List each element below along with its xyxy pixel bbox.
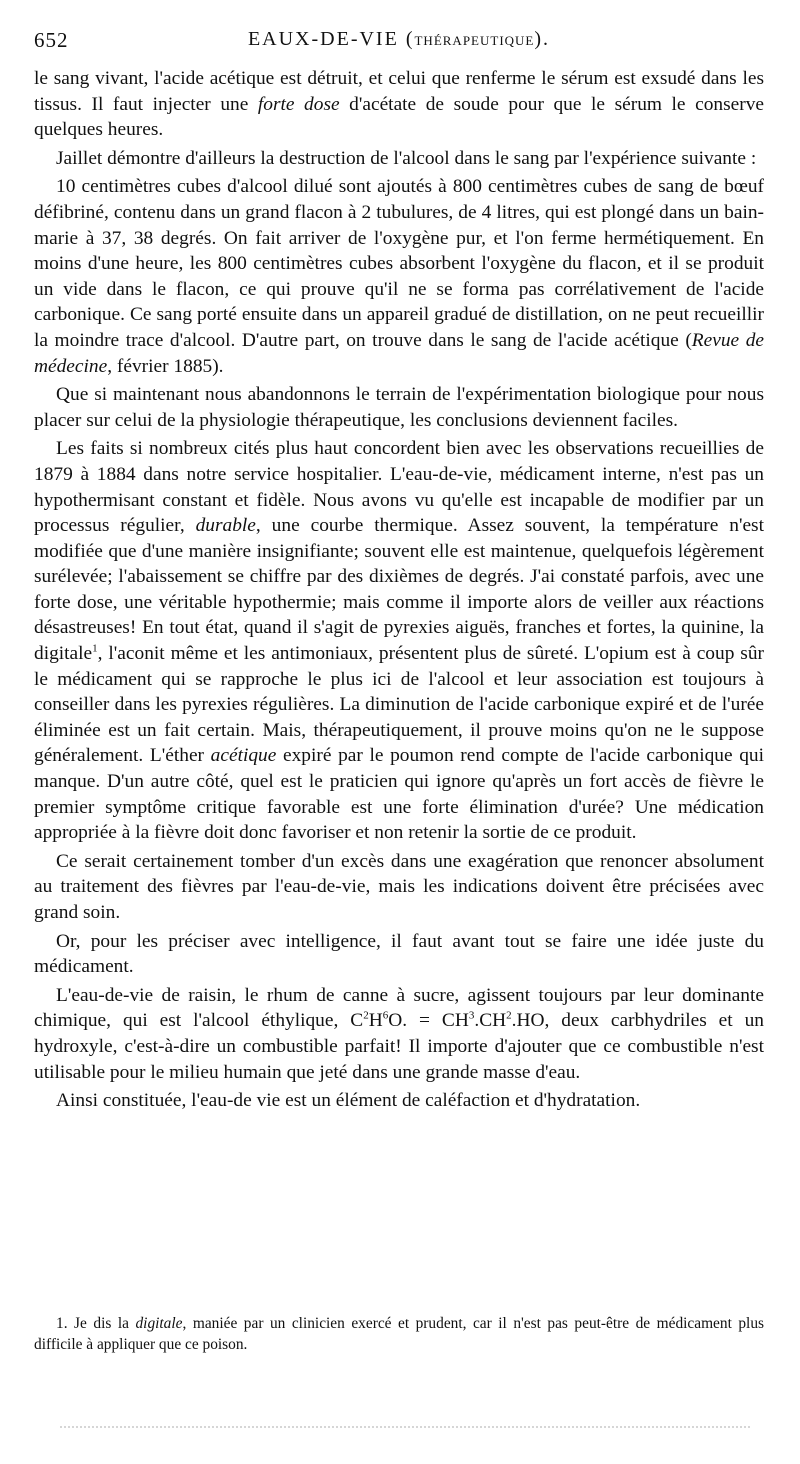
superscript: 3: [468, 1009, 475, 1022]
superscript: 2: [506, 1009, 512, 1022]
paragraph: [34, 929, 764, 980]
footnote-text: [34, 1313, 764, 1355]
running-header: [34, 28, 764, 58]
text-run: 10 centimètres cubes d'alcool dilué sont ajoutés à 800 centimètres cubes de sang de bœuf défibriné, contenu dans un grand flacon à 2 tubulures, de 4 litres, qui est plongé dans un bain-marie à 37, 38 degrés. On fait arriver de l'oxygène pur, et l'on ferme hermétiquement. En moins d'une heure, les 800 centimètres cubes absorbent l'oxygène du flacon, et il se produit un vide dans le flacon, ce qui prouve qu'il ne se forma pas corrélativement de l'acide carbonique. Ce sang porté ensuite dans un appareil gradué de distillation, on ne peut recueillir la moindre trace d'alcool. D'autre part, on trouve dans le sang de l'acide acétique (: [34, 176, 764, 351]
running-title-open: (: [405, 28, 415, 50]
running-title-subtitle: THÉRAPEUTIQUE: [414, 33, 535, 48]
text-run: .HO, deux carbhydriles et un hydroxyle, c'est-à-dire un combustible parfait! Il importe d'ajouter que ce combustible n'est utilisable pour le milieu humain que jeté dans une grande masse d'eau.: [34, 1010, 765, 1083]
italic-text: Revue de médecine: [34, 329, 764, 377]
text-run: , février 1885).: [107, 355, 224, 377]
text-run: Ainsi constituée, l'eau-de vie est un élément de caléfaction et d'hydratation.: [56, 1090, 641, 1112]
italic-text: acétique: [210, 745, 277, 767]
text-run: , l'aconit même et les antimoniaux, présentent plus de sûreté. L'opium est à coup sûr le médicament qui se rapproche le plus ici de l'alcool et leur association est toujours à conseiller dans les pyrexies régulières. La diminution de l'acide carbonique expiré et de l'urée éliminée est un fait certain. Mais, thérapeutiquement, il prouve moins qu'on ne le suppose généralement. L'éther: [34, 643, 764, 767]
text-run: Jaillet démontre d'ailleurs la destruction de l'alcool dans le sang par l'expérience suivante :: [56, 147, 757, 169]
paragraph: [34, 983, 764, 1085]
paragraph: [34, 66, 764, 143]
page-number: 652: [34, 28, 69, 52]
paragraph: [34, 849, 764, 926]
page-bottom-smudge: [60, 1426, 750, 1432]
running-title-close: ).: [534, 28, 551, 50]
italic-text: durable: [195, 515, 256, 537]
text-run: le sang vivant, l'acide acétique est détruit, et celui que renferme le sérum est exsudé dans les tissus. Il faut injecter une: [34, 68, 764, 115]
text-run: Que si maintenant nous abandonnons le terrain de l'expérimentation biologique pour nous placer sur celui de la physiologie thérapeutique, les conclusions deviennent faciles.: [34, 384, 764, 431]
italic-text: forte dose: [257, 93, 340, 115]
running-title-main: EAUX-DE-VIE: [247, 28, 399, 50]
text-run: d'acétate de soude pour que le sérum le conserve quelques heures.: [34, 93, 764, 141]
superscript: 2: [363, 1009, 369, 1022]
paragraph: [34, 174, 764, 379]
running-title: [34, 28, 764, 51]
text-run: expiré par le poumon rend compte de l'acide carbonique qui manque. D'un autre côté, quel est le praticien qui ignore qu'après un fort accès de fièvre le premier symptôme critique favorable est une forte élimination d'urée? Une médication appropriée à la fièvre doit donc favoriser et non retenir la sortie de ce produit.: [34, 745, 764, 844]
text-run: O. = CH: [388, 1010, 469, 1032]
text-run: , maniée par un clinicien exercé et prudent, car il n'est pas peut-être de médicament plus difficile à appliquer que ce poison.: [34, 1315, 765, 1353]
text-run: Ce serait certainement tomber d'un excès dans une exagération que renoncer absolument au traitement des fièvres par l'eau-de-vie, mais les indications doivent être précisées avec grand soin.: [34, 850, 764, 923]
italic-text: digitale: [135, 1315, 183, 1332]
superscript: 6: [382, 1009, 389, 1022]
text-run: H: [368, 1010, 383, 1032]
paragraph: [34, 436, 764, 846]
text-run: , une courbe thermique. Assez souvent, la température n'est modifiée que d'une manière insignifiante; souvent elle est maintenue, quelquefois légèrement surélevée; l'abaissement se chiffre par des dixièmes de degrés. J'ai constaté parfois, avec une forte dose, une véritable hypothermie; mais comme il importe alors de veiller aux réactions désastreuses! En tout état, quand il s'agit de pyrexies aiguës, franches et fortes, la quinine, la digitale: [34, 515, 764, 665]
paragraph: [34, 146, 764, 172]
text-run: 1. Je dis la: [56, 1315, 136, 1332]
text-run: Les faits si nombreux cités plus haut concordent bien avec les observations recueillies de 1879 à 1884 dans notre service hospitalier. L'eau-de-vie, médicament interne, n'est pas un hypothermisant constant et fidèle. Nous avons vu qu'elle est incapable de modifier par un processus régulier,: [34, 438, 764, 537]
paragraph: [34, 1088, 764, 1114]
text-run: .CH: [474, 1010, 507, 1032]
body-text: [34, 66, 764, 1114]
footnote: [34, 1313, 764, 1355]
paragraph: [34, 382, 764, 433]
text-run: Or, pour les préciser avec intelligence, il faut avant tout se faire une idée juste du médicament.: [34, 930, 764, 978]
superscript: 1: [92, 642, 98, 655]
text-run: L'eau-de-vie de raisin, le rhum de canne à sucre, agissent toujours par leur dominante chimique, qui est l'alcool éthylique, C: [34, 984, 764, 1032]
